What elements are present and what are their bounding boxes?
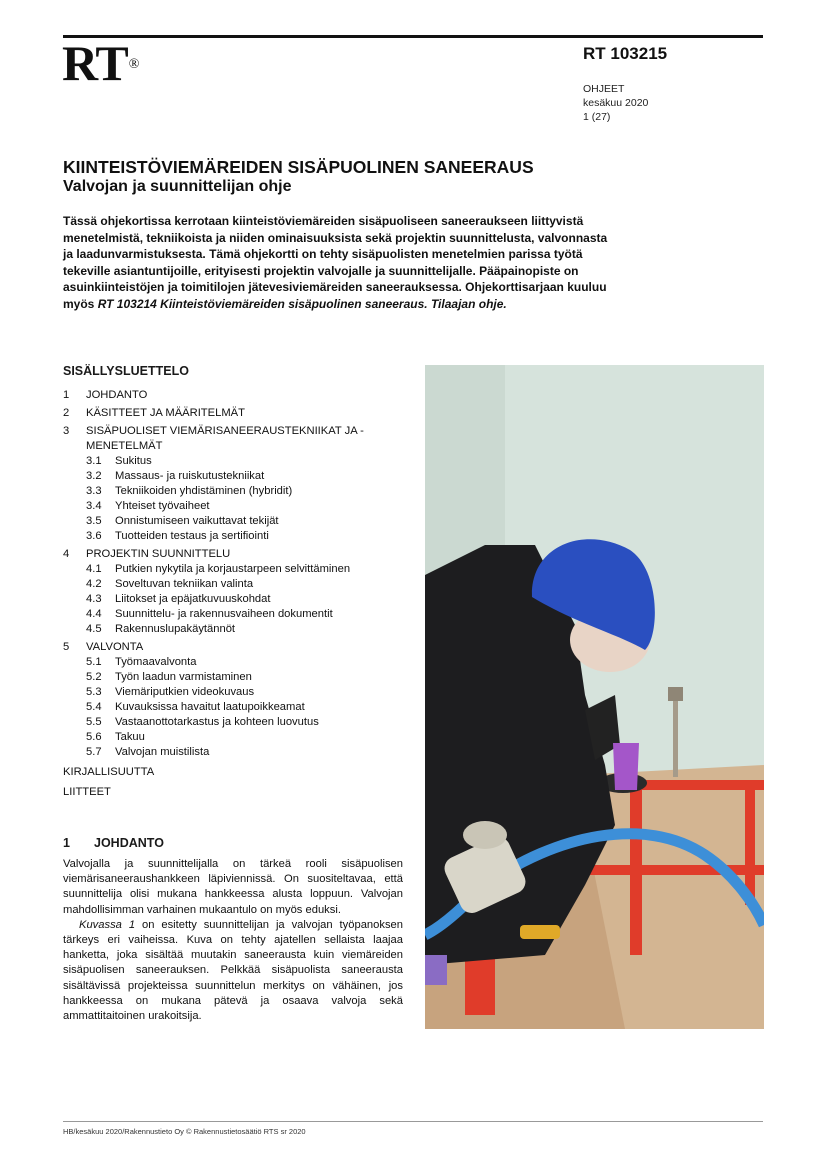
toc-num: 4 bbox=[63, 548, 70, 560]
toc-num: 4.2 bbox=[86, 578, 102, 590]
logo-text: RT bbox=[62, 35, 128, 91]
toc-subitem[interactable] bbox=[63, 745, 393, 760]
toc-label: Takuu bbox=[115, 731, 145, 743]
cover-photo bbox=[425, 365, 764, 1029]
doc-category: OHJEET bbox=[583, 83, 625, 95]
toc-label: VALVONTA bbox=[86, 641, 144, 653]
toc-label: SISÄPUOLISET VIEMÄRISANEERAUSTEKNIIKAT JA -MENETELMÄT bbox=[86, 425, 364, 452]
toc-num: 5.2 bbox=[86, 671, 102, 683]
toc-num: 3.4 bbox=[86, 500, 102, 512]
toc-item[interactable] bbox=[63, 547, 393, 562]
toc-subitem[interactable] bbox=[63, 529, 393, 544]
toc-num: 5.5 bbox=[86, 716, 102, 728]
toc-item[interactable] bbox=[63, 640, 393, 655]
toc-label: Liitokset ja epäjatkuvuuskohdat bbox=[115, 593, 271, 605]
toc-num: 3.2 bbox=[86, 470, 102, 482]
document-number: RT 103215 bbox=[583, 44, 668, 63]
toc-subitem[interactable] bbox=[63, 715, 393, 730]
toc-num: 3.1 bbox=[86, 455, 102, 467]
toc-label: Yhteiset työvaiheet bbox=[115, 500, 210, 512]
purple-sleeve bbox=[613, 743, 639, 790]
toc-subitem[interactable] bbox=[63, 685, 393, 700]
toc-label: JOHDANTO bbox=[86, 389, 148, 401]
toc-label: PROJEKTIN SUUNNITTELU bbox=[86, 548, 231, 560]
toc-label: Onnistumiseen vaikuttavat tekijät bbox=[115, 515, 279, 527]
intro-text: Tässä ohjekortissa kerrotaan kiinteistöviemäreiden sisäpuoliseen saneeraukseen liittyvistä menetelmistä, tekniikoista ja niiden ominaisuuksista sekä projektin suunnittelusta, valvonnasta ja laadunvarmistuksesta. Tämä ohjekortti on tehty sisäpuolisten menetelmien parissa työtä tekeville asiantuntijoille, erityisesti projektin valvojalle ja suunnittelijalle. Pääpainopiste on asuinkiinteistöjen ja toimitilojen jätevesiviemäreiden saneerauksessa. Ohjekorttisarjaan kuuluu myös bbox=[63, 214, 608, 311]
toc-label: Tekniikoiden yhdistäminen (hybridit) bbox=[115, 485, 293, 497]
toc-num: 2 bbox=[63, 407, 70, 419]
toc-label: Sukitus bbox=[115, 455, 152, 467]
page-footer: HB/kesäkuu 2020/Rakennustieto Oy © Rakennustietosäätiö RTS sr 2020 bbox=[63, 1127, 306, 1136]
toc-subitem[interactable] bbox=[63, 607, 393, 622]
toc-num: 5.7 bbox=[86, 746, 102, 758]
red-tape bbox=[465, 955, 495, 1015]
toc-label: Putkien nykytila ja korjaustarpeen selvittäminen bbox=[115, 563, 351, 575]
toc-subitem[interactable] bbox=[63, 469, 393, 484]
toc-label: Valvojan muistilista bbox=[115, 746, 210, 758]
section-title: JOHDANTO bbox=[94, 836, 164, 850]
toc-label: Rakennuslupakäytännöt bbox=[115, 623, 236, 635]
intro-reference: RT 103214 Kiinteistöviemäreiden sisäpuolinen saneeraus. Tilaajan ohje. bbox=[97, 296, 507, 311]
page-subtitle: Valvojan ja suunnittelijan ohje bbox=[63, 178, 292, 195]
page-title: KIINTEISTÖVIEMÄREIDEN SISÄPUOLINEN SANEERAUS bbox=[63, 157, 534, 177]
toc-label: Tuotteiden testaus ja sertifiointi bbox=[115, 530, 269, 542]
toc-num: 1 bbox=[63, 389, 70, 401]
toc-num: 5.4 bbox=[86, 701, 102, 713]
toc-item[interactable] bbox=[63, 424, 393, 454]
hose-coupling-end bbox=[463, 821, 507, 849]
toc-num: 3.3 bbox=[86, 485, 102, 497]
toc-num: 5.6 bbox=[86, 731, 102, 743]
toc-subitem[interactable] bbox=[63, 454, 393, 469]
toc-label: KÄSITTEET JA MÄÄRITELMÄT bbox=[86, 407, 245, 419]
toc-subitem[interactable] bbox=[63, 670, 393, 685]
toc-label: Viemäriputkien videokuvaus bbox=[115, 686, 255, 698]
toc-item[interactable] bbox=[63, 388, 393, 403]
toc-label: Kuvauksissa havaitut laatupoikkeamat bbox=[115, 701, 305, 713]
registered-mark: ® bbox=[128, 57, 139, 72]
toc-label: Työmaavalvonta bbox=[115, 656, 197, 668]
toc-num: 4.4 bbox=[86, 608, 102, 620]
figure-reference: Kuvassa 1 bbox=[79, 918, 136, 931]
toc-subitem[interactable] bbox=[63, 700, 393, 715]
table-of-contents bbox=[63, 388, 393, 800]
page-number: 1 (27) bbox=[583, 111, 611, 123]
intro-paragraph bbox=[63, 213, 618, 313]
purple-glove bbox=[425, 955, 447, 985]
toc-label: Suunnittelu- ja rakennusvaiheen dokumentit bbox=[115, 608, 333, 620]
toc-subitem[interactable] bbox=[63, 562, 393, 577]
pipe-valve bbox=[668, 687, 683, 701]
doc-date: kesäkuu 2020 bbox=[583, 97, 649, 109]
toc-num: 5 bbox=[63, 641, 70, 653]
toc-subitem[interactable] bbox=[63, 499, 393, 514]
toc-label: Vastaanottotarkastus ja kohteen luovutus bbox=[115, 716, 319, 728]
toc-heading: SISÄLLYSLUETTELO bbox=[63, 364, 189, 378]
section-body bbox=[63, 857, 403, 1024]
toc-num: 5.1 bbox=[86, 656, 102, 668]
section-number: 1 bbox=[63, 836, 70, 850]
body-paragraph bbox=[63, 918, 403, 1024]
section-heading bbox=[63, 836, 164, 850]
toc-label: Työn laadun varmistaminen bbox=[115, 671, 252, 683]
yellow-tool bbox=[520, 925, 560, 939]
toc-label: Massaus- ja ruiskutustekniikat bbox=[115, 470, 265, 482]
toc-label: Soveltuvan tekniikan valinta bbox=[115, 578, 254, 590]
toc-num: 4.5 bbox=[86, 623, 102, 635]
toc-num: 3.5 bbox=[86, 515, 102, 527]
paragraph-text: on esitetty suunnittelijan ja valvojan työpanoksen tärkeys eri vaiheissa. Kuva on tehty ajatellen sellaista laajaa hanketta, joka sisältää muutakin saneerausta kuin viemäreiden sisäpuolisen saneerauksen. Pelkkää sisäpuolista saneerausta sisältävissä projekteissa suunnittelun merkitys on vähäinen, jos hankkeessa on mukana pätevä ja osaava valvoja sekä ammattitaitoinen urakoitsija. bbox=[63, 918, 403, 1023]
toc-num: 5.3 bbox=[86, 686, 102, 698]
toc-literature[interactable]: KIRJALLISUUTTA bbox=[63, 766, 155, 778]
footer-rule bbox=[63, 1121, 763, 1122]
toc-subitem[interactable] bbox=[63, 655, 393, 670]
toc-subitem[interactable] bbox=[63, 577, 393, 592]
toc-subitem[interactable] bbox=[63, 514, 393, 529]
toc-subitem[interactable] bbox=[63, 622, 393, 637]
toc-subitem[interactable] bbox=[63, 592, 393, 607]
toc-num: 3 bbox=[63, 425, 70, 437]
toc-appendices[interactable]: LIITTEET bbox=[63, 786, 111, 798]
document-meta bbox=[583, 82, 648, 124]
toc-num: 4.3 bbox=[86, 593, 102, 605]
top-rule bbox=[63, 35, 763, 38]
toc-num: 4.1 bbox=[86, 563, 102, 575]
body-paragraph: Valvojalla ja suunnittelijalla on tärkeä rooli sisäpuolisen viemärisaneeraushankkeen läpiviennissä. On suositeltavaa, että suunnittelija olisi mukana hankkeessa alusta loppuun. Valvojan mahdollisimman varhainen mukaantulo on myös eduksi. bbox=[63, 858, 403, 916]
red-tape bbox=[575, 865, 764, 875]
rt-logo bbox=[62, 35, 139, 91]
toc-subitem[interactable] bbox=[63, 484, 393, 499]
toc-subitem[interactable] bbox=[63, 730, 393, 745]
toc-num: 3.6 bbox=[86, 530, 102, 542]
toc-item[interactable] bbox=[63, 406, 393, 421]
